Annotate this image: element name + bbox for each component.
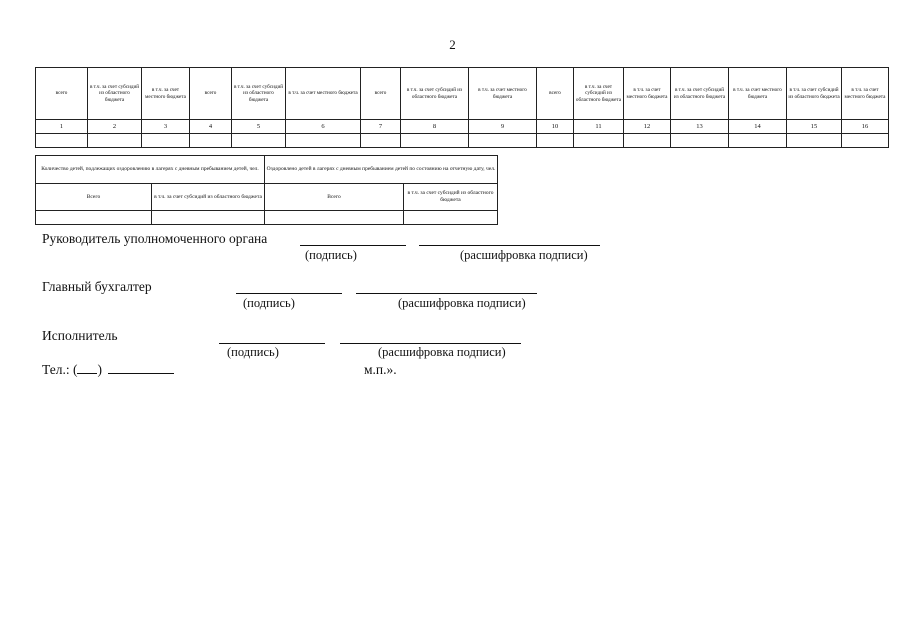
executor-label: Исполнитель (42, 328, 118, 343)
phone-paren: ) (97, 362, 102, 377)
head-signature-line[interactable] (300, 245, 406, 246)
data-cell[interactable] (671, 134, 729, 148)
column-number: 14 (729, 120, 787, 134)
head-decode-caption: (расшифровка подписи) (460, 248, 588, 262)
accountant-decode-line[interactable] (356, 293, 537, 294)
accountant-signature-caption: (подпись) (243, 296, 295, 310)
header-cell: в т.ч. за счет субсидий из областного бюджета (232, 68, 286, 120)
subheader-cell: в т.ч. за счет субсидий из областного бюджета (404, 184, 498, 211)
data-cell[interactable] (286, 134, 361, 148)
accountant-signature-line[interactable] (236, 293, 342, 294)
header-cell: в т.ч. за счет местного бюджета (624, 68, 671, 120)
header-cell: в т.ч. за счет местного бюджета (469, 68, 537, 120)
data-cell[interactable] (142, 134, 190, 148)
children-health-table (35, 155, 498, 225)
column-number: 9 (469, 120, 537, 134)
phone-field (42, 362, 174, 378)
header-cell: в т.ч. за счет субсидий из областного бюджета (671, 68, 729, 120)
header-cell: в т.ч. за счет местного бюджета (142, 68, 190, 120)
group-header-planned: Количество детей, подлежащих оздоровлению в лагерях с дневным пребыванием детей, чел. (36, 156, 265, 184)
executor-decode-caption: (расшифровка подписи) (378, 345, 506, 359)
executor-signature-caption: (подпись) (227, 345, 279, 359)
header-cell: в т.ч. за счет субсидий из областного бюджета (88, 68, 142, 120)
executor-decode-line[interactable] (340, 343, 521, 344)
data-cell[interactable] (152, 211, 265, 225)
subheader-cell: в т.ч. за счет субсидий из областного бюджета (152, 184, 265, 211)
column-number: 12 (624, 120, 671, 134)
data-cell[interactable] (574, 134, 624, 148)
column-number: 13 (671, 120, 729, 134)
data-cell[interactable] (842, 134, 889, 148)
header-cell: всего (361, 68, 401, 120)
data-cell[interactable] (624, 134, 671, 148)
column-number: 16 (842, 120, 889, 134)
column-number: 10 (537, 120, 574, 134)
column-number: 5 (232, 120, 286, 134)
main-report-table (35, 67, 889, 148)
header-cell: в т.ч. за счет субсидий из областного бюджета (401, 68, 469, 120)
header-cell: в т.ч. за счет местного бюджета (842, 68, 889, 120)
header-cell: в т.ч. за счет местного бюджета (286, 68, 361, 120)
phone-label: Тел.: ( (42, 362, 78, 377)
column-number: 15 (787, 120, 842, 134)
page-number: 2 (449, 37, 456, 52)
header-cell: всего (190, 68, 232, 120)
head-signature-caption: (подпись) (305, 248, 357, 262)
column-number: 3 (142, 120, 190, 134)
column-number: 8 (401, 120, 469, 134)
header-cell: в т.ч. за счет субсидий из областного бюджета (574, 68, 624, 120)
data-cell[interactable] (36, 134, 88, 148)
data-cell[interactable] (190, 134, 232, 148)
header-cell: в т.ч. за счет местного бюджета (729, 68, 787, 120)
table-row (36, 134, 889, 148)
data-cell[interactable] (265, 211, 404, 225)
head-decode-line[interactable] (419, 245, 600, 246)
header-cell: всего (537, 68, 574, 120)
phone-number-blank[interactable] (108, 373, 174, 374)
header-cell: в т.ч. за счет субсидий из областного бюджета (787, 68, 842, 120)
subheader-cell: Всего (36, 184, 152, 211)
group-header-recovered: Оздоровлено детей в лагерях с дневным пребыванием детей по состоянию на отчетную дату, чел. (265, 156, 498, 184)
data-cell[interactable] (88, 134, 142, 148)
data-cell[interactable] (404, 211, 498, 225)
data-cell[interactable] (787, 134, 842, 148)
data-cell[interactable] (36, 211, 152, 225)
data-cell[interactable] (729, 134, 787, 148)
data-cell[interactable] (401, 134, 469, 148)
column-number: 11 (574, 120, 624, 134)
executor-signature-line[interactable] (219, 343, 325, 344)
accountant-label: Главный бухгалтер (42, 279, 152, 294)
subheader-cell: Всего (265, 184, 404, 211)
accountant-decode-caption: (расшифровка подписи) (398, 296, 526, 310)
column-number: 2 (88, 120, 142, 134)
phone-code-blank[interactable] (77, 373, 97, 374)
data-cell[interactable] (232, 134, 286, 148)
column-number: 1 (36, 120, 88, 134)
header-cell: всего (36, 68, 88, 120)
data-cell[interactable] (469, 134, 537, 148)
stamp-place: м.п.». (364, 362, 397, 377)
column-number: 6 (286, 120, 361, 134)
column-number: 7 (361, 120, 401, 134)
head-label: Руководитель уполномоченного органа (42, 231, 268, 246)
data-cell[interactable] (537, 134, 574, 148)
column-number: 4 (190, 120, 232, 134)
data-cell[interactable] (361, 134, 401, 148)
table-row (36, 211, 498, 225)
